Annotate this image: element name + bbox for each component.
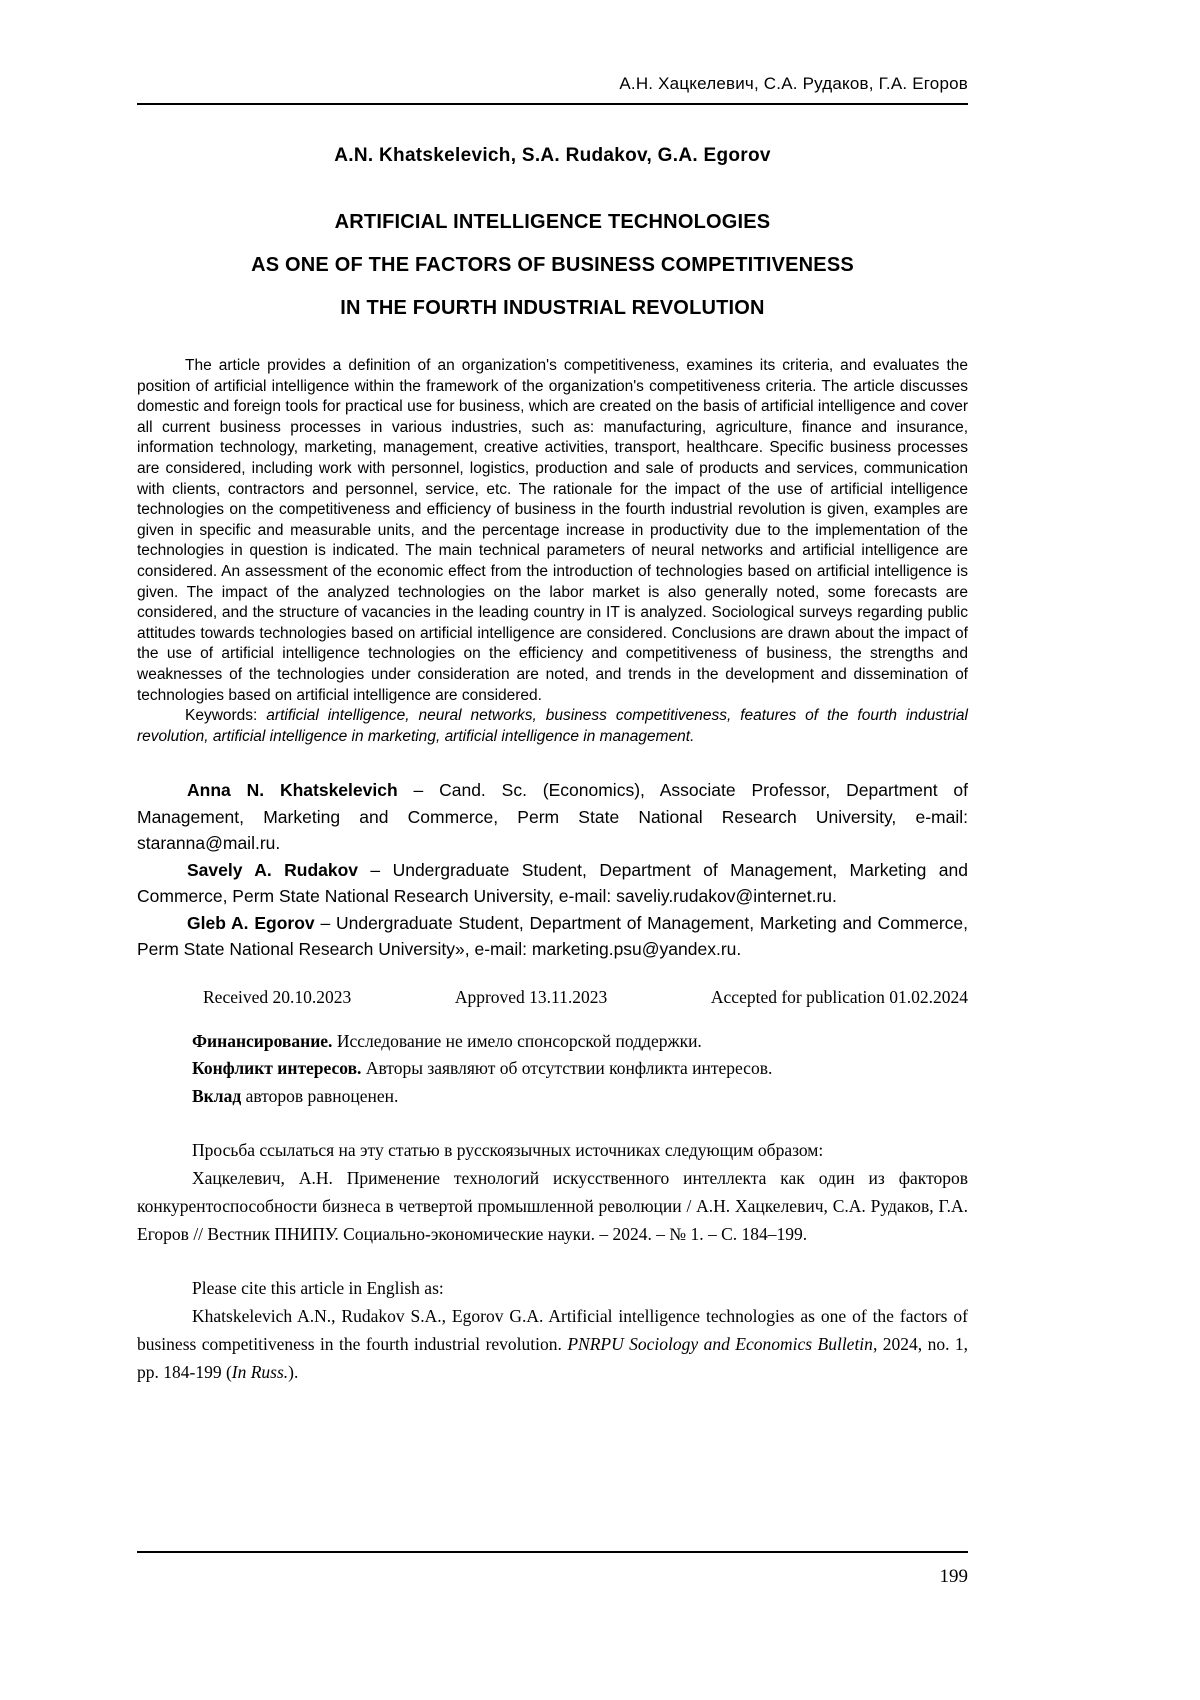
conflict-note xyxy=(137,1055,968,1083)
date-approved: Approved 13.11.2023 xyxy=(454,986,608,1007)
funding-note xyxy=(137,1028,968,1056)
contribution-label: Вклад xyxy=(192,1085,242,1106)
date-received: Received 20.10.2023 xyxy=(203,986,352,1007)
citation-english xyxy=(137,1274,968,1386)
running-header-authors: А.Н. Хацкелевич, С.А. Рудаков, Г.А. Егоров xyxy=(619,74,968,93)
funding-label: Финансирование. xyxy=(192,1030,333,1051)
author-name: Anna N. Khatskelevich xyxy=(187,780,398,801)
citation-russian-text: Хацкелевич, А.Н. Применение технологий искусственного интеллекта как один из факторов конкурентоспособности бизнеса в четвертой промышленной революции / А.Н. Хацкелевич, С.А. Рудаков, Г.А. Егоров // Вестник ПНИПУ. Социально-экономические науки. – 2024. – № 1. – С. 184–199. xyxy=(137,1168,968,1245)
title-line-2: AS ONE OF THE FACTORS OF BUSINESS COMPETITIVENESS xyxy=(251,254,854,276)
citation-english-intro: Please cite this article in English as: xyxy=(192,1278,444,1299)
authors-line: A.N. Khatskelevich, S.A. Rudakov, G.A. Egorov xyxy=(334,145,771,166)
author-bio xyxy=(137,857,968,910)
author-bios xyxy=(137,777,968,963)
keywords-label: Keywords: xyxy=(185,707,267,725)
contribution-text: авторов равноценен. xyxy=(241,1085,399,1106)
author-bio-text: – Undergraduate Student, Department of Management, Marketing and Commerce, Perm State National Research University, e-mail: saveliy.rudakov@internet.ru. xyxy=(137,859,968,907)
keywords-paragraph xyxy=(137,706,968,747)
footer-rule xyxy=(137,1551,968,1553)
author-name: Gleb A. Egorov xyxy=(187,912,315,933)
date-accepted: Accepted for publication 01.02.2024 xyxy=(710,986,968,1007)
author-bio-text: – Undergraduate Student, Department of Management, Marketing and Commerce, Perm State National Research University», e-mail: marketing.psu@yandex.ru. xyxy=(137,912,968,960)
citation-en-run-1: Khatskelevich A.N., Rudakov S.A., Egorov G.A. Artificial intelligence technologies as one of the factors of business competitiveness in the fourth industrial revolution. xyxy=(137,1306,968,1355)
citation-en-lang: In Russ. xyxy=(231,1362,289,1383)
author-name: Savely A. Rudakov xyxy=(187,859,359,880)
citation-english-text xyxy=(137,1302,968,1386)
citation-russian-intro: Просьба ссылаться на эту статью в русскоязычных источниках следующим образом: xyxy=(192,1140,824,1161)
citation-en-journal: PNRPU Sociology and Economics Bulletin xyxy=(567,1334,873,1355)
article-dates xyxy=(137,987,968,1008)
citation-en-run-2: , 2024, no. 1, pp. 184-199 ( xyxy=(137,1334,969,1383)
article-title xyxy=(137,201,968,330)
funding-text: Исследование не имело спонсорской поддержки. xyxy=(332,1030,702,1051)
title-line-3: IN THE FOURTH INDUSTRIAL REVOLUTION xyxy=(340,297,765,319)
citation-russian xyxy=(137,1136,968,1248)
author-bio xyxy=(137,777,968,857)
page-content xyxy=(137,0,968,1386)
conflict-label: Конфликт интересов. xyxy=(192,1058,362,1079)
article-notes xyxy=(137,1028,968,1111)
title-line-1: ARTIFICIAL INTELLIGENCE TECHNOLOGIES xyxy=(334,211,771,233)
author-bio-text: – Cand. Sc. (Economics), Associate Professor, Department of Management, Marketing and Commerce, Perm State National Research University, e-mail: staranna@mail.ru. xyxy=(137,780,968,854)
abstract-paragraph: The article provides a definition of an organization's competitiveness, examines its criteria, and evaluates the position of artificial intelligence within the framework of the organization's competitiveness criteria. The article discusses domestic and foreign tools for practical use for business, which are created on the basis of artificial intelligence and cover all current business processes in various industries, such as: manufacturing, agriculture, finance and insurance, information technology, marketing, management, creative activities, transport, healthcare. Specific business processes are considered, including work with personnel, logistics, production and sale of products and services, communication with clients, contractors and personnel, service, etc. The rationale for the impact of the use of artificial intelligence technologies on the competitiveness and efficiency of business in the fourth industrial revolution is given, examples are given in specific and measurable units, and the percentage increase in productivity due to the implementation of the technologies in question is indicated. The main technical parameters of neural networks and artificial intelligence are considered. An assessment of the economic effect from the introduction of technologies based on artificial intelligence is given. The impact of the analyzed technologies on the labor market is also generally noted, some forecasts are considered, and the structure of vacancies in the leading country in IT is analyzed. Sociological surveys regarding public attitudes towards technologies based on artificial intelligence are considered. Conclusions are drawn about the impact of the use of artificial intelligence technologies on the efficiency and competitiveness of business, the strengths and weaknesses of the technologies under consideration are noted, and trends in the development and dissemination of technologies based on artificial intelligence are considered. xyxy=(137,357,968,704)
contribution-note xyxy=(137,1083,968,1111)
keywords-text: artificial intelligence, neural networks, business competitiveness, features of the fourth industrial revolution, artificial intelligence in marketing, artificial intelligence in management. xyxy=(137,707,969,745)
page-number: 199 xyxy=(939,1566,968,1587)
conflict-text: Авторы заявляют об отсутствии конфликта интересов. xyxy=(361,1058,773,1079)
author-bio xyxy=(137,910,968,963)
citation-en-run-3: ). xyxy=(288,1362,299,1383)
running-header xyxy=(137,0,968,105)
